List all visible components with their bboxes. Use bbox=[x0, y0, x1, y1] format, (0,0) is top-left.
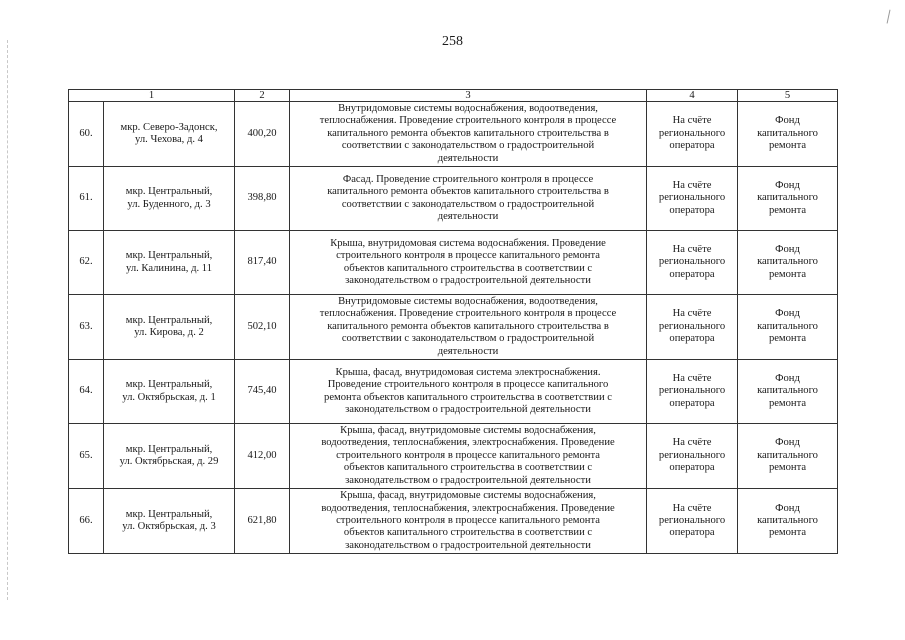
fund-line: ремонта bbox=[768, 333, 807, 345]
account-cell bbox=[647, 489, 738, 554]
row-number-cell: 61. bbox=[69, 167, 104, 231]
area-cell: 817,40 bbox=[235, 231, 290, 295]
address-line: мкр. Центральный, bbox=[125, 250, 213, 262]
address-line: ул. Буденного, д. 3 bbox=[127, 198, 211, 210]
header-cell-4: 4 bbox=[647, 90, 738, 102]
works-line: Внутридомовые системы водоснабжения, водоотведения, bbox=[338, 103, 598, 114]
works-description-cell bbox=[290, 424, 647, 489]
area-cell: 398,80 bbox=[235, 167, 290, 231]
works-description-cell bbox=[290, 167, 647, 231]
works-description-cell bbox=[290, 360, 647, 424]
fund-line: ремонта bbox=[768, 268, 807, 280]
address-line: мкр. Северо-Задонск, bbox=[120, 121, 218, 133]
works-line: водоотведения, теплоснабжения, электроснабжения. Проведение bbox=[321, 437, 615, 449]
address-cell bbox=[104, 424, 235, 489]
table-row bbox=[69, 489, 838, 554]
account-line: оператора bbox=[669, 140, 715, 152]
address-line: ул. Октябрьская, д. 3 bbox=[122, 521, 216, 533]
works-line: теплоснабжения. Проведение строительного контроля в процессе bbox=[319, 308, 617, 320]
page-number: 258 bbox=[442, 34, 463, 49]
works-line: объектов капитального строительства в соответствии с bbox=[343, 262, 593, 274]
works-line: объектов капитального строительства в соответствии с bbox=[343, 462, 593, 474]
table-row bbox=[69, 167, 838, 231]
fund-line: Фонд bbox=[775, 372, 800, 384]
area-cell: 400,20 bbox=[235, 102, 290, 167]
works-description-cell bbox=[290, 295, 647, 360]
table-header-row bbox=[69, 90, 838, 102]
fund-line: капитального bbox=[757, 256, 818, 268]
works-line: водоотведения, теплоснабжения, электроснабжения. Проведение bbox=[321, 502, 615, 514]
works-line: законодательством о градостроительной деятельности bbox=[345, 403, 591, 415]
row-number-cell: 65. bbox=[69, 424, 104, 489]
address-line: ул. Чехова, д. 4 bbox=[135, 134, 203, 146]
address-line: мкр. Центральный, bbox=[125, 314, 213, 326]
account-line: регионального bbox=[658, 192, 726, 204]
works-line: законодательством о градостроительной деятельности bbox=[345, 274, 591, 286]
account-line: На счёте bbox=[672, 502, 712, 514]
works-line: соответствии с законодательством о градостроительной bbox=[341, 198, 595, 210]
account-cell bbox=[647, 295, 738, 360]
works-line: капитального ремонта объектов капитального строительства в bbox=[327, 320, 609, 332]
account-line: На счёте bbox=[672, 243, 712, 255]
fund-line: ремонта bbox=[768, 140, 807, 152]
works-line: законодательством о градостроительной деятельности bbox=[345, 474, 591, 486]
row-number-cell: 66. bbox=[69, 489, 104, 554]
account-line: На счёте bbox=[672, 115, 712, 127]
works-line: капитального ремонта объектов капитального строительства в bbox=[327, 186, 609, 198]
address-cell bbox=[104, 231, 235, 295]
account-line: оператора bbox=[669, 204, 715, 216]
area-cell: 621,80 bbox=[235, 489, 290, 554]
works-line: Крыша, фасад, внутридомовая система электроснабжения. bbox=[335, 366, 601, 378]
address-cell bbox=[104, 102, 235, 167]
account-cell bbox=[647, 424, 738, 489]
address-line: ул. Калинина, д. 11 bbox=[126, 262, 212, 274]
fund-line: капитального bbox=[757, 320, 818, 332]
address-cell bbox=[104, 167, 235, 231]
repair-register-table bbox=[68, 89, 838, 554]
address-line: ул. Кирова, д. 2 bbox=[134, 327, 204, 339]
fund-line: Фонд bbox=[775, 502, 800, 514]
account-cell bbox=[647, 102, 738, 167]
works-line: Крыша, фасад, внутридомовые системы водоснабжения, bbox=[340, 425, 596, 437]
header-cell-1: 1 bbox=[69, 90, 235, 102]
account-line: регионального bbox=[658, 514, 726, 526]
account-cell bbox=[647, 167, 738, 231]
fund-cell bbox=[738, 360, 838, 424]
account-line: оператора bbox=[669, 462, 715, 474]
account-line: регионального bbox=[658, 256, 726, 268]
address-line: мкр. Центральный, bbox=[125, 508, 213, 520]
header-cell-2: 2 bbox=[235, 90, 290, 102]
account-line: регионального bbox=[658, 127, 726, 139]
address-line: мкр. Центральный, bbox=[125, 443, 213, 455]
account-line: На счёте bbox=[672, 179, 712, 191]
works-line: строительного контроля в процессе капитального ремонта bbox=[336, 250, 600, 262]
fund-cell bbox=[738, 231, 838, 295]
address-line: мкр. Центральный, bbox=[125, 186, 213, 198]
works-line: Фасад. Проведение строительного контроля в процессе bbox=[342, 173, 594, 185]
fund-line: капитального bbox=[757, 449, 818, 461]
table-row bbox=[69, 295, 838, 360]
account-line: На счёте bbox=[672, 372, 712, 384]
account-line: На счёте bbox=[672, 308, 712, 320]
works-description-cell bbox=[290, 231, 647, 295]
account-line: регионального bbox=[658, 320, 726, 332]
fund-line: ремонта bbox=[768, 397, 807, 409]
fund-line: Фонд bbox=[775, 243, 800, 255]
works-line: деятельности bbox=[437, 210, 499, 222]
works-line: строительного контроля в процессе капитального ремонта bbox=[336, 449, 600, 461]
account-line: оператора bbox=[669, 333, 715, 345]
fund-line: ремонта bbox=[768, 462, 807, 474]
fund-line: Фонд bbox=[775, 308, 800, 320]
fund-cell bbox=[738, 167, 838, 231]
works-line: соответствии с законодательством о градостроительной bbox=[341, 140, 595, 152]
fund-line: ремонта bbox=[768, 527, 807, 539]
table-row bbox=[69, 231, 838, 295]
works-line: капитального ремонта объектов капитального строительства в bbox=[327, 127, 609, 139]
row-number-cell: 64. bbox=[69, 360, 104, 424]
works-line: соответствии с законодательством о градостроительной bbox=[341, 333, 595, 345]
account-line: регионального bbox=[658, 385, 726, 397]
works-line: Крыша, фасад, внутридомовые системы водоснабжения, bbox=[340, 490, 596, 502]
address-cell bbox=[104, 489, 235, 554]
fund-line: капитального bbox=[757, 192, 818, 204]
works-line: теплоснабжения. Проведение строительного контроля в процессе bbox=[319, 115, 617, 127]
fund-cell bbox=[738, 102, 838, 167]
fund-line: Фонд bbox=[775, 437, 800, 449]
fund-line: капитального bbox=[757, 127, 818, 139]
fund-line: ремонта bbox=[768, 204, 807, 216]
scan-corner-mark bbox=[887, 10, 895, 25]
header-cell-5: 5 bbox=[738, 90, 838, 102]
row-number-cell: 63. bbox=[69, 295, 104, 360]
account-line: оператора bbox=[669, 527, 715, 539]
fund-cell bbox=[738, 295, 838, 360]
address-cell bbox=[104, 295, 235, 360]
row-number-cell: 62. bbox=[69, 231, 104, 295]
fund-line: капитального bbox=[757, 514, 818, 526]
works-line: законодательством о градостроительной деятельности bbox=[345, 539, 591, 551]
works-line: деятельности bbox=[437, 345, 499, 357]
works-line: строительного контроля в процессе капитального ремонта bbox=[336, 514, 600, 526]
table-row bbox=[69, 360, 838, 424]
account-cell bbox=[647, 231, 738, 295]
area-cell: 502,10 bbox=[235, 295, 290, 360]
row-number-cell: 60. bbox=[69, 102, 104, 167]
fund-cell bbox=[738, 489, 838, 554]
address-line: ул. Октябрьская, д. 29 bbox=[119, 456, 219, 468]
header-cell-3: 3 bbox=[290, 90, 647, 102]
works-line: объектов капитального строительства в соответствии с bbox=[343, 527, 593, 539]
account-line: оператора bbox=[669, 268, 715, 280]
fund-line: Фонд bbox=[775, 179, 800, 191]
works-line: деятельности bbox=[437, 152, 499, 164]
area-cell: 745,40 bbox=[235, 360, 290, 424]
works-description-cell bbox=[290, 102, 647, 167]
works-line: ремонта объектов капитального строительства в соответствии с bbox=[324, 391, 612, 403]
works-description-cell bbox=[290, 489, 647, 554]
fund-line: Фонд bbox=[775, 115, 800, 127]
works-line: Крыша, внутридомовая система водоснабжения. Проведение bbox=[330, 237, 606, 249]
account-line: На счёте bbox=[672, 437, 712, 449]
fund-line: капитального bbox=[757, 385, 818, 397]
account-line: регионального bbox=[658, 449, 726, 461]
fund-cell bbox=[738, 424, 838, 489]
address-line: ул. Октябрьская, д. 1 bbox=[122, 391, 216, 403]
works-line: Внутридомовые системы водоснабжения, водоотведения, bbox=[338, 296, 598, 308]
scan-margin-line bbox=[7, 40, 8, 600]
address-line: мкр. Центральный, bbox=[125, 379, 213, 391]
area-cell: 412,00 bbox=[235, 424, 290, 489]
table-row bbox=[69, 424, 838, 489]
account-cell bbox=[647, 360, 738, 424]
account-line: оператора bbox=[669, 397, 715, 409]
table-row bbox=[69, 102, 838, 167]
address-cell bbox=[104, 360, 235, 424]
works-line: Проведение строительного контроля в процессе капитального bbox=[327, 379, 609, 391]
